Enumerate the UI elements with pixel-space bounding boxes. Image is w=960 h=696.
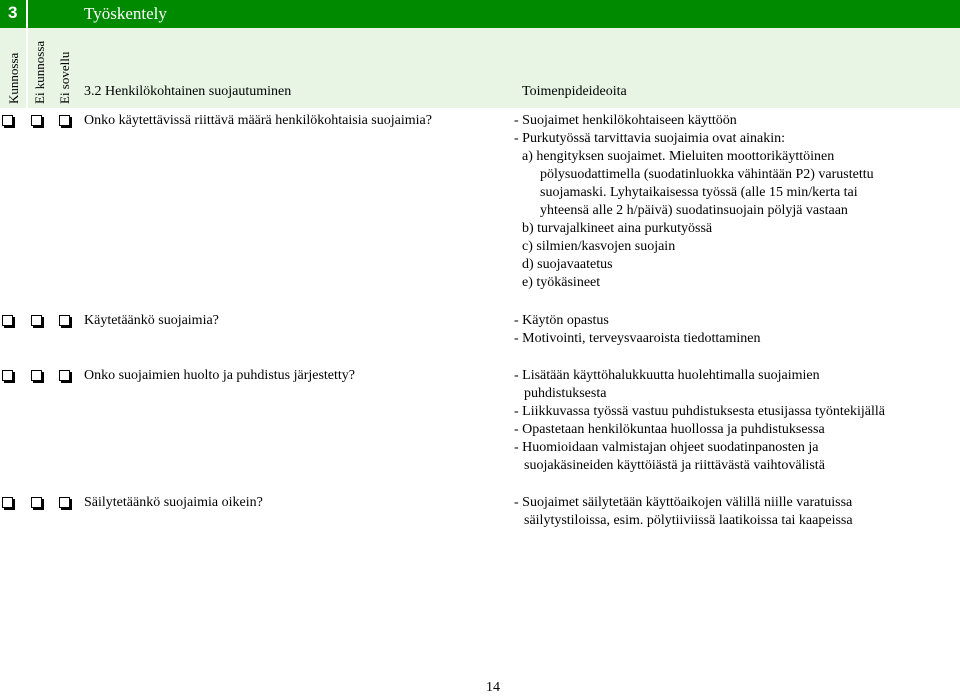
idea-line: c) silmien/kasvojen suojain	[522, 239, 676, 254]
question-text: Onko suojaimien huolto ja puhdistus järjestetty?	[84, 368, 356, 383]
idea-line: b) turvajalkineet aina purkutyössä	[522, 221, 713, 236]
idea-line: säilytystiloissa, esim. pölytiiviissä laatikoissa tai kaapeissa	[524, 513, 853, 528]
idea-line: - Liikkuvassa työssä vastuu puhdistuksesta etusijassa työntekijällä	[514, 404, 885, 419]
idea-line: - Purkutyössä tarvittavia suojaimia ovat ainakin:	[514, 131, 785, 146]
question-text: Säilytetäänkö suojaimia oikein?	[84, 495, 263, 510]
subsection-title: 3.2 Henkilökohtainen suojautuminen	[84, 84, 292, 99]
checkbox-ei-sovellu[interactable]	[59, 315, 70, 326]
idea-line: - Huomioidaan valmistajan ohjeet suodatinpanosten ja	[514, 440, 819, 455]
idea-line: - Lisätään käyttöhalukkuutta huolehtimalla suojaimien	[514, 368, 820, 383]
checkbox-kunnossa[interactable]	[2, 315, 13, 326]
section-title-bar	[0, 0, 960, 28]
checkbox-ei-kunnossa[interactable]	[31, 497, 42, 508]
idea-line: suojamaski. Lyhytaikaisessa työssä (alle 15 min/kerta tai	[540, 185, 858, 200]
ideas-list	[514, 494, 954, 530]
checkbox-ei-sovellu[interactable]	[59, 370, 70, 381]
ideas-list	[514, 312, 954, 348]
checkbox-kunnossa[interactable]	[2, 115, 13, 126]
ideas-list	[514, 112, 954, 292]
col-label-kunnossa: Kunnossa	[6, 52, 21, 104]
section-title: Työskentely	[84, 4, 167, 23]
idea-line: - Suojaimet henkilökohtaiseen käyttöön	[514, 113, 737, 128]
question-text: Käytetäänkö suojaimia?	[84, 313, 219, 328]
idea-line: - Suojaimet säilytetään käyttöaikojen välillä niille varatuissa	[514, 495, 853, 510]
idea-line: puhdistuksesta	[524, 386, 607, 401]
checkbox-ei-sovellu[interactable]	[59, 497, 70, 508]
ideas-title: Toimenpideideoita	[522, 84, 627, 99]
column-separator	[26, 0, 28, 108]
idea-line: e) työkäsineet	[522, 275, 601, 290]
idea-line: yhteensä alle 2 h/päivä) suodatinsuojain pölyjä vastaan	[540, 203, 848, 218]
idea-line: - Opastetaan henkilökuntaa huollossa ja puhdistuksessa	[514, 422, 825, 437]
ideas-list	[514, 367, 954, 475]
section-number: 3	[8, 3, 18, 22]
idea-line: suojakäsineiden käyttöiästä ja riittävästä vaihtovälistä	[524, 458, 825, 473]
checkbox-kunnossa[interactable]	[2, 370, 13, 381]
col-label-ei-kunnossa: Ei kunnossa	[32, 40, 47, 104]
page-number: 14	[486, 680, 500, 695]
idea-line: pölysuodattimella (suodatinluokka vähintään P2) varustettu	[540, 167, 874, 182]
checkbox-kunnossa[interactable]	[2, 497, 13, 508]
checkbox-ei-sovellu[interactable]	[59, 115, 70, 126]
checkbox-ei-kunnossa[interactable]	[31, 115, 42, 126]
checkbox-ei-kunnossa[interactable]	[31, 315, 42, 326]
question-text: Onko käytettävissä riittävä määrä henkilökohtaisia suojaimia?	[84, 113, 432, 128]
checkbox-ei-kunnossa[interactable]	[31, 370, 42, 381]
idea-line: a) hengityksen suojaimet. Mieluiten moottorikäyttöinen	[522, 149, 835, 164]
idea-line: d) suojavaatetus	[522, 257, 613, 272]
col-label-ei-sovellu: Ei sovellu	[57, 51, 72, 104]
idea-line: - Motivointi, terveysvaaroista tiedottaminen	[514, 331, 761, 346]
idea-line: - Käytön opastus	[514, 313, 609, 328]
